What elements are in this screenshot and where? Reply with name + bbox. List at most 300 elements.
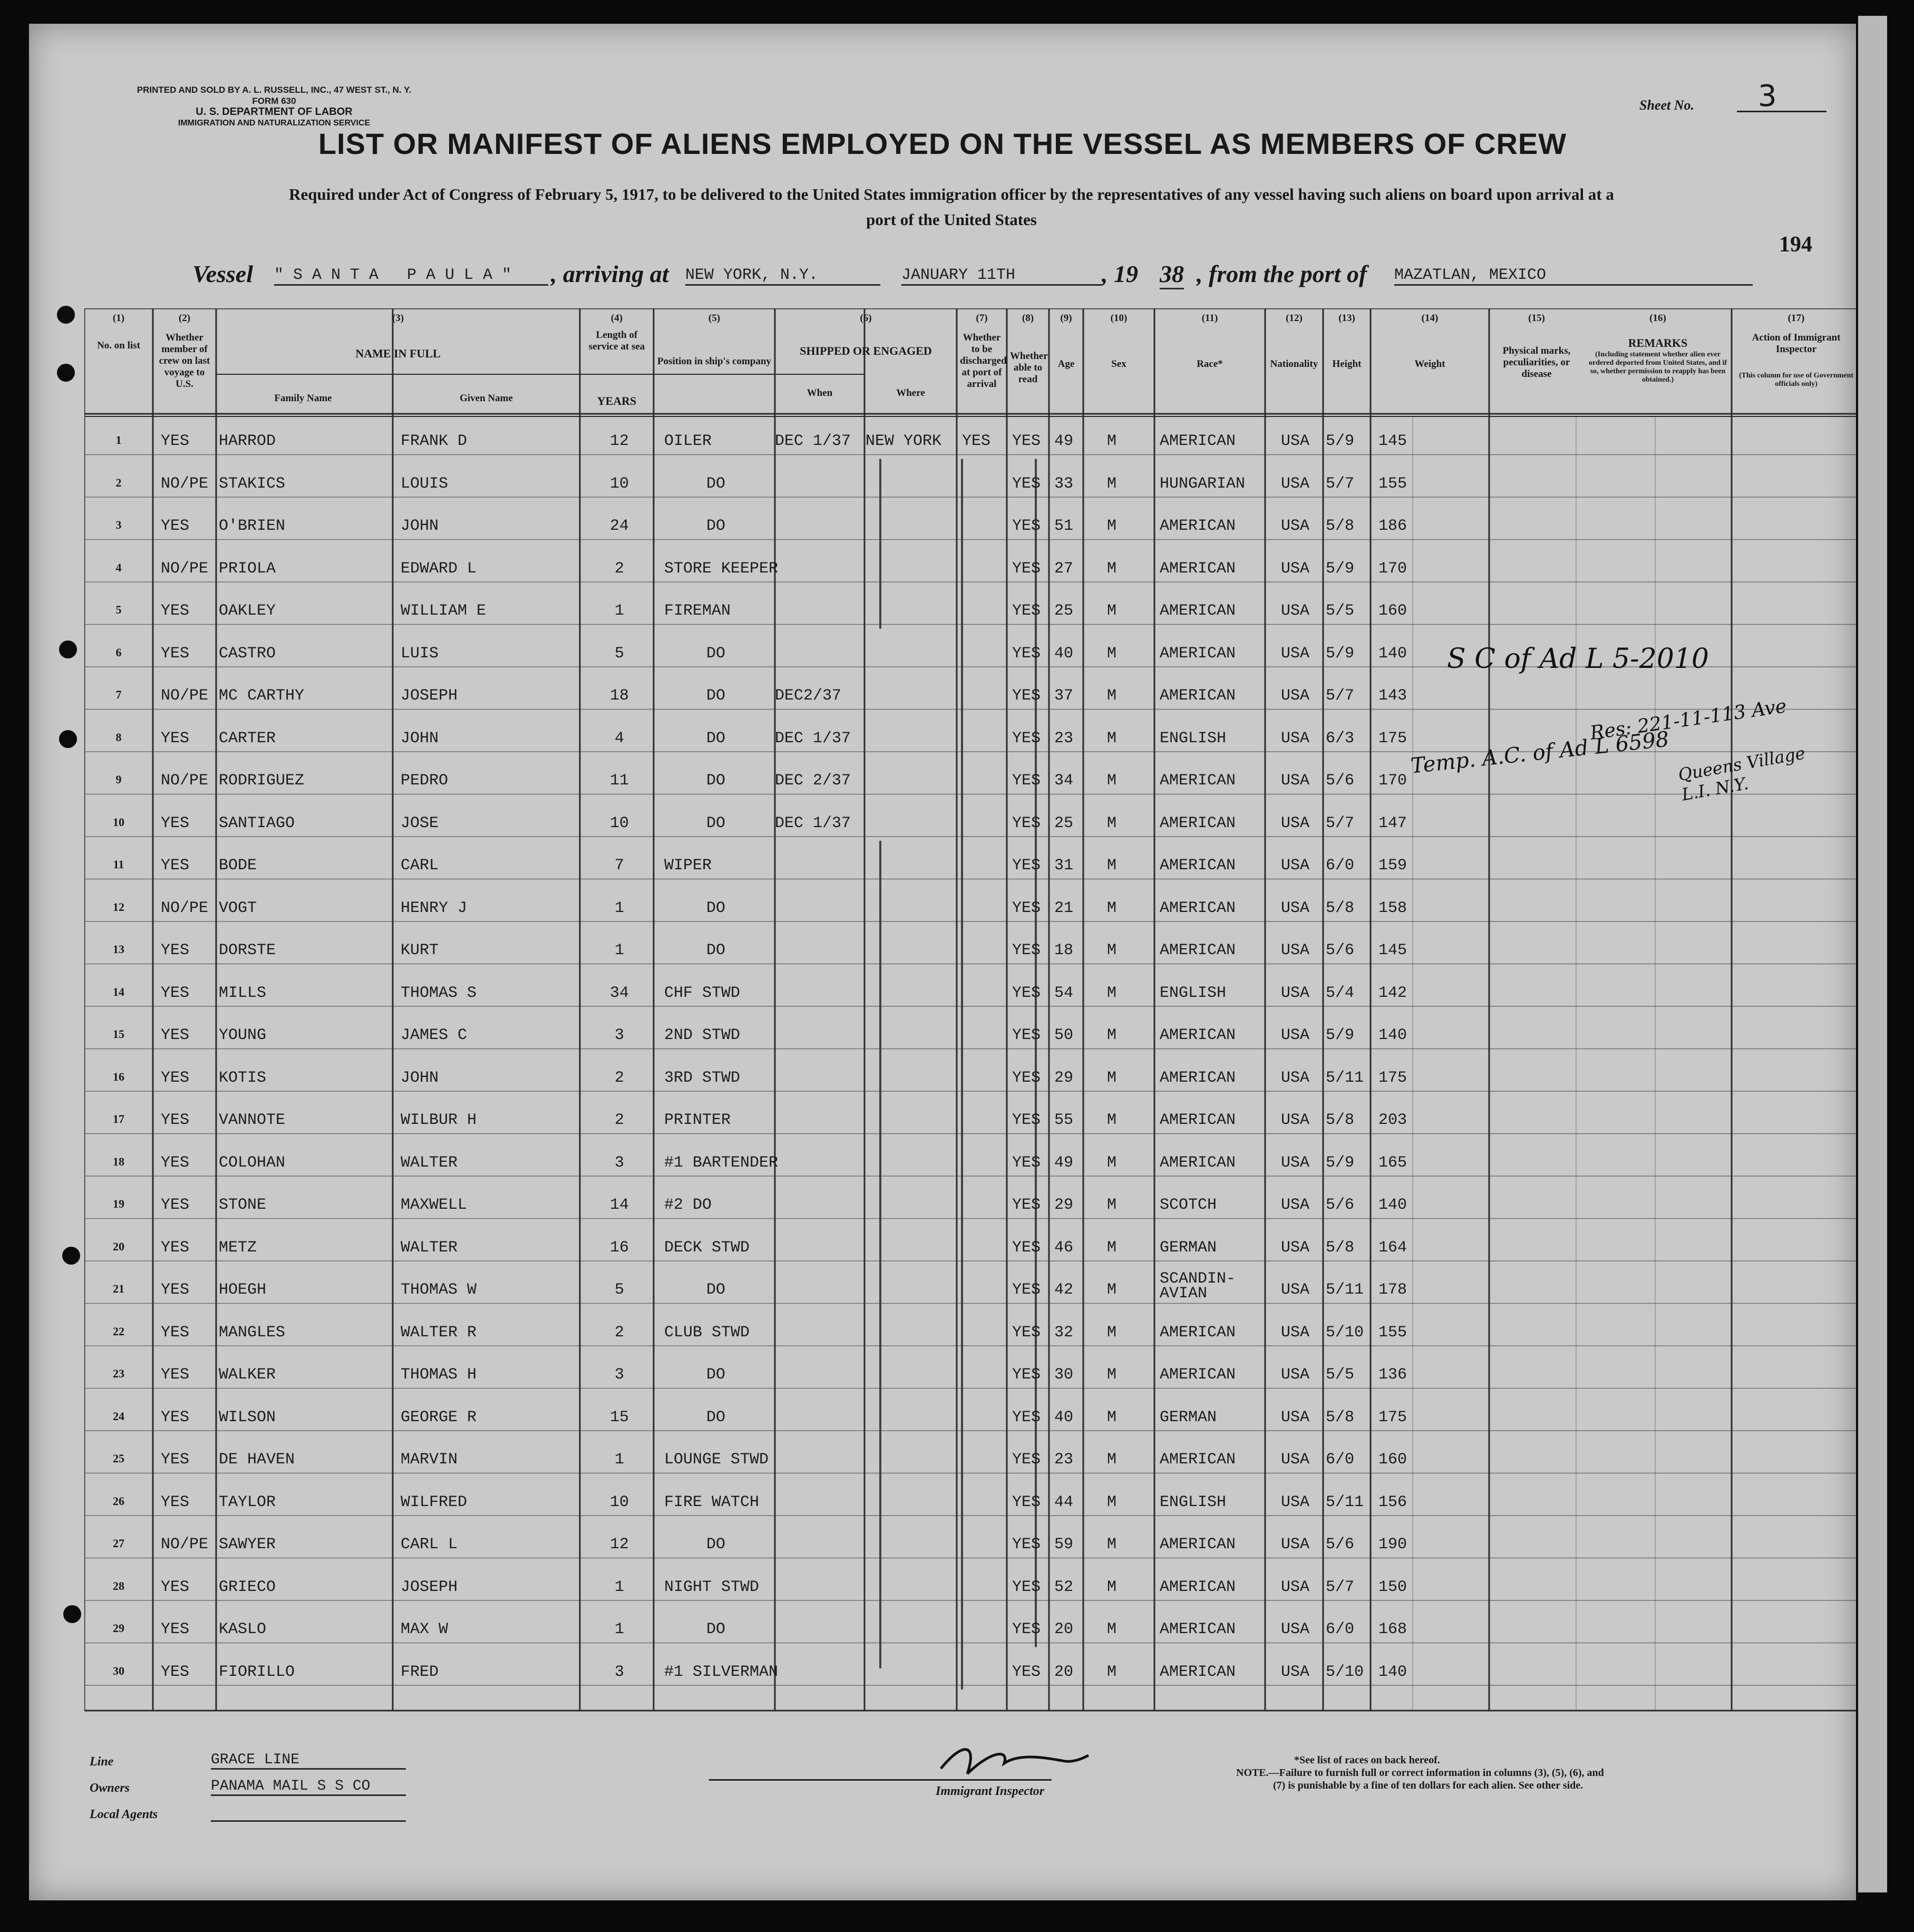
cell-length-of-service: 11 [609,772,629,790]
arrival-date: JANUARY 11TH [901,266,1102,286]
cell-length-of-service: 16 [609,1238,629,1257]
from-port-label: , from the port of [1197,260,1367,287]
cell-given-name: FRANK D [401,432,468,450]
cell-weight: 140 [1378,1196,1407,1214]
cell-weight: 150 [1378,1578,1407,1596]
cell-sex: M [1107,1663,1117,1681]
cell-nationality: USA [1281,1026,1310,1044]
cell-position: DO [706,517,726,535]
cell-nationality: USA [1281,1663,1310,1681]
row-number: 14 [113,985,124,998]
cell-nationality: USA [1281,517,1310,535]
cell-able-to-read: YES [1012,474,1041,493]
cell-sex: M [1107,432,1117,450]
cell-race: SCANDIN- AVIAN [1160,1270,1236,1303]
cell-age: 55 [1054,1111,1074,1129]
cell-able-to-read: YES [1012,814,1041,832]
cell-nationality: USA [1281,644,1310,663]
cell-age: 52 [1054,1578,1074,1596]
cell-race: AMERICAN [1160,1536,1236,1554]
column-number: (12) [1286,313,1303,324]
cell-sex: M [1107,1620,1117,1638]
cell-position: #1 BARTENDER [664,1153,779,1172]
cell-sex: M [1107,559,1117,578]
cell-family-name: METZ [219,1238,257,1257]
cell-family-name: VOGT [219,899,257,917]
cell-given-name: FRED [401,1663,439,1681]
cell-able-to-read: YES [1012,1663,1041,1681]
vessel-line [192,260,1774,297]
row-number: 28 [113,1579,124,1593]
cell-crew-last-voyage: YES [161,1153,190,1172]
sheet-number-label: Sheet No. [1639,98,1694,113]
cell-race: AMERICAN [1160,644,1236,663]
column-header-where: Where [896,387,925,399]
crew-table [84,308,1856,1732]
column-header-given: Given Name [460,393,513,404]
cell-nationality: USA [1281,729,1310,747]
cell-position: DO [706,1408,726,1426]
cell-height: 6/3 [1326,729,1355,747]
cell-age: 20 [1054,1620,1074,1638]
sheet-number-underline [1737,111,1826,112]
cell-race: HUNGARIAN [1160,474,1246,493]
cell-length-of-service: 18 [609,687,629,705]
cell-length-of-service: 1 [614,941,624,959]
binder-hole [57,306,75,324]
column-header-remarks-note: (Including statement whether alien ever ordered deported from United States, and if so, whether permission to reapply has been obtained.) [1589,351,1727,384]
cell-weight: 168 [1378,1620,1407,1638]
cell-crew-last-voyage: NO/PE [161,1536,209,1554]
cell-length-of-service: 2 [614,1323,624,1342]
cell-able-to-read: YES [1012,1620,1041,1638]
cell-shipped-where: NEW YORK [866,432,942,450]
cell-position: 3RD STWD [664,1069,741,1087]
row-number: 16 [113,1070,124,1083]
cell-race: AMERICAN [1160,1153,1236,1172]
cell-given-name: JOHN [401,517,439,535]
column-number: (3) [392,313,404,324]
cell-length-of-service: 2 [614,559,624,578]
cell-height: 5/11 [1326,1281,1364,1299]
cell-family-name: KASLO [219,1620,267,1638]
cell-height: 5/6 [1326,1196,1355,1214]
cell-length-of-service: 1 [614,602,624,620]
row-number: 30 [113,1664,124,1677]
row-number: 10 [113,815,124,829]
cell-weight: 170 [1378,559,1407,578]
sheet-number-value: 3 [1758,79,1777,113]
cell-age: 33 [1054,474,1074,493]
cell-weight: 147 [1378,814,1407,832]
row-number: 24 [113,1409,124,1423]
column-number: (9) [1060,313,1072,324]
cell-sex: M [1107,857,1117,875]
cell-height: 5/9 [1326,1026,1355,1044]
annotation-row8-residence: Res: 221-11-113 Ave [1588,695,1788,744]
cell-able-to-read: YES [1012,1153,1041,1172]
cell-given-name: JOHN [401,1069,439,1087]
cell-able-to-read: YES [1012,941,1041,959]
column-header-shipped: SHIPPED OR ENGAGED [800,344,932,357]
cell-race: AMERICAN [1160,687,1236,705]
column-header-c14: Weight [1414,358,1445,370]
cell-height: 5/8 [1326,1111,1355,1129]
cell-given-name: JOSEPH [401,1578,458,1596]
cell-crew-last-voyage: YES [161,602,190,620]
cell-crew-last-voyage: NO/PE [161,474,209,493]
cell-length-of-service: 2 [614,1111,624,1129]
cell-length-of-service: 4 [614,729,624,747]
column-header-c10: Sex [1111,358,1126,370]
subtitle-line-2: port of the United States [866,210,1037,229]
cell-position: FIRE WATCH [664,1493,760,1511]
row-number: 1 [115,433,122,446]
cell-sex: M [1107,517,1117,535]
cell-weight: 165 [1378,1153,1407,1172]
cell-length-of-service: 1 [614,1451,624,1469]
cell-given-name: WALTER [401,1153,458,1172]
printer-imprint [74,84,474,129]
row-number: 3 [115,518,122,531]
cell-length-of-service: 5 [614,1281,624,1299]
cell-race: AMERICAN [1160,1323,1236,1342]
cell-position: DO [706,941,726,959]
cell-weight: 175 [1378,729,1407,747]
cell-able-to-read: YES [1012,899,1041,917]
cell-family-name: COLOHAN [219,1153,286,1172]
cell-crew-last-voyage: YES [161,1069,190,1087]
manifest-footer [61,1747,1853,1885]
cell-crew-last-voyage: YES [161,1578,190,1596]
cell-race: AMERICAN [1160,1451,1236,1469]
cell-age: 54 [1054,984,1074,1002]
cell-given-name: JOSEPH [401,687,458,705]
cell-race: AMERICAN [1160,857,1236,875]
manifest-sheet [29,24,1856,1900]
cell-sex: M [1107,729,1117,747]
cell-sex: M [1107,1493,1117,1511]
cell-position: CHF STWD [664,984,741,1002]
cell-nationality: USA [1281,814,1310,832]
cell-family-name: CASTRO [219,644,276,663]
column-header-c13: Height [1332,358,1362,370]
cell-nationality: USA [1281,984,1310,1002]
cell-height: 5/6 [1326,1536,1355,1554]
cell-position: #1 SILVERMAN [664,1663,779,1681]
cell-length-of-service: 1 [614,1578,624,1596]
local-agents-line [211,1820,406,1822]
cell-position: #2 DO [664,1196,712,1214]
cell-crew-last-voyage: YES [161,1196,190,1214]
cell-family-name: WILSON [219,1408,276,1426]
annotation-row8-address: Queens Village L.I. N.Y. [1676,743,1807,805]
cell-given-name: HENRY J [401,899,468,917]
cell-length-of-service: 12 [609,432,629,450]
cell-family-name: GRIECO [219,1578,276,1596]
cell-race: AMERICAN [1160,602,1236,620]
owners-value: PANAMA MAIL S S CO [211,1778,406,1796]
cell-length-of-service: 3 [614,1026,624,1044]
local-agents-label: Local Agents [90,1808,158,1821]
arriving-label: , arriving at [551,260,669,287]
cell-sex: M [1107,772,1117,790]
cell-given-name: MARVIN [401,1451,458,1469]
inspector-signature [930,1737,1099,1784]
cell-shipped-when: DEC 1/37 [775,729,851,747]
cell-family-name: PRIOLA [219,559,276,578]
cell-race: AMERICAN [1160,1663,1236,1681]
column-header-c17: Action of Immigrant Inspector [1752,332,1841,355]
column-header-c1: No. on list [97,340,140,351]
cell-height: 5/6 [1326,772,1355,790]
cell-family-name: DE HAVEN [219,1451,295,1469]
binder-hole [57,364,75,382]
cell-given-name: PEDRO [401,772,449,790]
column-header-c4: Length of service at sea [588,329,645,352]
cell-age: 30 [1054,1366,1074,1384]
cell-weight: 175 [1378,1408,1407,1426]
cell-height: 5/10 [1326,1663,1364,1681]
cell-given-name: THOMAS S [401,984,477,1002]
cell-able-to-read: YES [1012,1536,1041,1554]
cell-weight: 190 [1378,1536,1407,1554]
cell-age: 40 [1054,644,1074,663]
cell-age: 23 [1054,729,1074,747]
cell-nationality: USA [1281,1451,1310,1469]
cell-crew-last-voyage: NO/PE [161,772,209,790]
cell-age: 31 [1054,857,1074,875]
cell-weight: 140 [1378,644,1407,663]
row-number: 26 [113,1494,124,1508]
cell-given-name: LOUIS [401,474,449,493]
cell-able-to-read: YES [1012,644,1041,663]
cell-race: AMERICAN [1160,1111,1236,1129]
cell-family-name: STAKICS [219,474,286,493]
cell-length-of-service: 10 [609,1493,629,1511]
cell-weight: 142 [1378,984,1407,1002]
cell-position: DO [706,1620,726,1638]
cell-weight: 175 [1378,1069,1407,1087]
cell-able-to-read: YES [1012,1238,1041,1257]
cell-age: 27 [1054,559,1074,578]
shipping-line: GRACE LINE [211,1752,406,1770]
cell-position: LOUNGE STWD [664,1451,769,1469]
cell-position: NIGHT STWD [664,1578,760,1596]
cell-sex: M [1107,941,1117,959]
cell-position: DO [706,1536,726,1554]
column-header-family: Family Name [274,393,332,404]
cell-nationality: USA [1281,1620,1310,1638]
cell-age: 59 [1054,1536,1074,1554]
cell-height: 5/8 [1326,517,1355,535]
cell-shipped-when: DEC 1/37 [775,432,851,450]
cell-age: 20 [1054,1663,1074,1681]
cell-length-of-service: 34 [609,984,629,1002]
annotation-row6: S C of Ad L 5-2010 [1447,643,1709,675]
cell-crew-last-voyage: YES [161,857,190,875]
cell-height: 5/4 [1326,984,1355,1002]
cell-height: 5/7 [1326,474,1355,493]
cell-weight: 155 [1378,1323,1407,1342]
column-number: (15) [1528,313,1545,324]
cell-able-to-read: YES [1012,1493,1041,1511]
cell-race: AMERICAN [1160,899,1236,917]
cell-weight: 160 [1378,602,1407,620]
cell-length-of-service: 3 [614,1366,624,1384]
row-number: 9 [115,773,122,786]
cell-height: 5/11 [1326,1069,1364,1087]
cell-position: DO [706,772,726,790]
manifest-subtitle [187,182,1716,232]
cell-crew-last-voyage: YES [161,1620,190,1638]
cell-given-name: WALTER [401,1238,458,1257]
row-number: 17 [113,1112,124,1125]
cell-given-name: JOHN [401,729,439,747]
cell-given-name: LUIS [401,644,439,663]
column-header-c7: Whether to be discharged at port of arrival [960,332,1007,390]
cell-sex: M [1107,814,1117,832]
cell-nationality: USA [1281,1536,1310,1554]
department-label: U. S. DEPARTMENT OF LABOR [196,106,353,118]
cell-weight: 143 [1378,687,1407,705]
cell-shipped-when: DEC 1/37 [775,814,851,832]
cell-race: AMERICAN [1160,1578,1236,1596]
column-header-c11: Race* [1197,358,1223,370]
cell-sex: M [1107,1026,1117,1044]
cell-family-name: YOUNG [219,1026,267,1044]
cell-sex: M [1107,602,1117,620]
cell-age: 44 [1054,1493,1074,1511]
cell-height: 5/8 [1326,899,1355,917]
column-number: (2) [178,313,191,324]
cell-height: 5/5 [1326,602,1355,620]
cell-nationality: USA [1281,1281,1310,1299]
cell-able-to-read: YES [1012,1111,1041,1129]
row-number: 2 [115,475,122,489]
cell-sex: M [1107,1366,1117,1384]
cell-able-to-read: YES [1012,1408,1041,1426]
row-number: 15 [113,1027,124,1041]
cell-height: 5/9 [1326,1153,1355,1172]
cell-position: DO [706,687,726,705]
row-number: 8 [115,730,122,744]
subtitle-line-1: Required under Act of Congress of February 5, 1917, to be delivered to the United States immigration officer by the representatives of any vessel having such aliens on board upon arrival at a [289,185,1614,203]
cell-family-name: RODRIGUEZ [219,772,305,790]
cell-position: WIPER [664,857,712,875]
cell-family-name: MILLS [219,984,267,1002]
row-number: 20 [113,1239,124,1253]
manifest-title: LIST OR MANIFEST OF ALIENS EMPLOYED ON THE VESSEL AS MEMBERS OF CREW [318,127,1567,160]
cell-given-name: CARL L [401,1536,458,1554]
row-number: 22 [113,1324,124,1338]
cell-weight: 156 [1378,1493,1407,1511]
cell-crew-last-voyage: YES [161,1281,190,1299]
cell-crew-last-voyage: YES [161,517,190,535]
cell-length-of-service: 3 [614,1663,624,1681]
cell-sex: M [1107,644,1117,663]
cell-length-of-service: 15 [609,1408,629,1426]
cell-height: 5/8 [1326,1238,1355,1257]
cell-weight: 178 [1378,1281,1407,1299]
cell-family-name: VANNOTE [219,1111,286,1129]
cell-race: AMERICAN [1160,1366,1236,1384]
cell-nationality: USA [1281,941,1310,959]
cell-length-of-service: 10 [609,474,629,493]
immigrant-inspector-label: Immigrant Inspector [936,1784,1045,1798]
cell-nationality: USA [1281,1408,1310,1426]
cell-position: PRINTER [664,1111,731,1129]
column-number: (17) [1787,313,1805,324]
cell-given-name: GEORGE R [401,1408,477,1426]
row-number: 25 [113,1452,124,1465]
cell-race: AMERICAN [1160,772,1236,790]
cell-able-to-read: YES [1012,602,1041,620]
cell-age: 49 [1054,1153,1074,1172]
cell-length-of-service: 24 [609,517,629,535]
cell-age: 29 [1054,1069,1074,1087]
cell-weight: 159 [1378,857,1407,875]
cell-weight: 186 [1378,517,1407,535]
cell-crew-last-voyage: YES [161,1323,190,1342]
binder-hole [59,640,77,658]
cell-height: 5/9 [1326,432,1355,450]
column-header-c15: Physical marks, peculiarities, or disease [1502,345,1571,380]
cell-age: 42 [1054,1281,1074,1299]
cell-crew-last-voyage: NO/PE [161,687,209,705]
cell-age: 29 [1054,1196,1074,1214]
cell-position: DO [706,1281,726,1299]
cell-sex: M [1107,1281,1117,1299]
cell-given-name: THOMAS W [401,1281,477,1299]
cell-age: 51 [1054,517,1074,535]
row-number: 5 [115,603,122,616]
column-header-c5: Position in ship's company [657,356,771,367]
column-number: (14) [1421,313,1439,324]
row-number: 21 [113,1282,124,1295]
row-number: 6 [115,645,122,659]
arrival-port: NEW YORK, N.Y. [685,266,880,286]
cell-height: 6/0 [1326,1620,1355,1638]
cell-crew-last-voyage: YES [161,729,190,747]
cell-shipped-when: DEC 2/37 [775,772,851,790]
cell-nationality: USA [1281,474,1310,493]
cell-able-to-read: YES [1012,1196,1041,1214]
cell-weight: 140 [1378,1663,1407,1681]
race-note: *See list of races on back hereof. [1294,1754,1440,1766]
cell-given-name: EDWARD L [401,559,477,578]
cell-sex: M [1107,1111,1117,1129]
column-header-action-note: (This column for use of Government officials only) [1738,372,1854,388]
cell-able-to-read: YES [1012,857,1041,875]
cell-family-name: BODE [219,857,257,875]
cell-race: AMERICAN [1160,1620,1236,1638]
cell-sex: M [1107,899,1117,917]
vessel-name: " S A N T A P A U L A " [274,266,548,286]
cell-nationality: USA [1281,1196,1310,1214]
printer-line: PRINTED AND SOLD BY A. L. RUSSELL, INC., 47 WEST ST., N. Y. [137,85,412,95]
column-number: (10) [1110,313,1128,324]
cell-able-to-read: YES [1012,729,1041,747]
cell-position: DO [706,474,726,493]
cell-family-name: OAKLEY [219,602,276,620]
cell-weight: 155 [1378,474,1407,493]
cell-given-name: MAX W [401,1620,449,1638]
cell-position: DO [706,899,726,917]
cell-family-name: MANGLES [219,1323,286,1342]
table-rules [84,308,1856,1732]
cell-given-name: WALTER R [401,1323,477,1342]
